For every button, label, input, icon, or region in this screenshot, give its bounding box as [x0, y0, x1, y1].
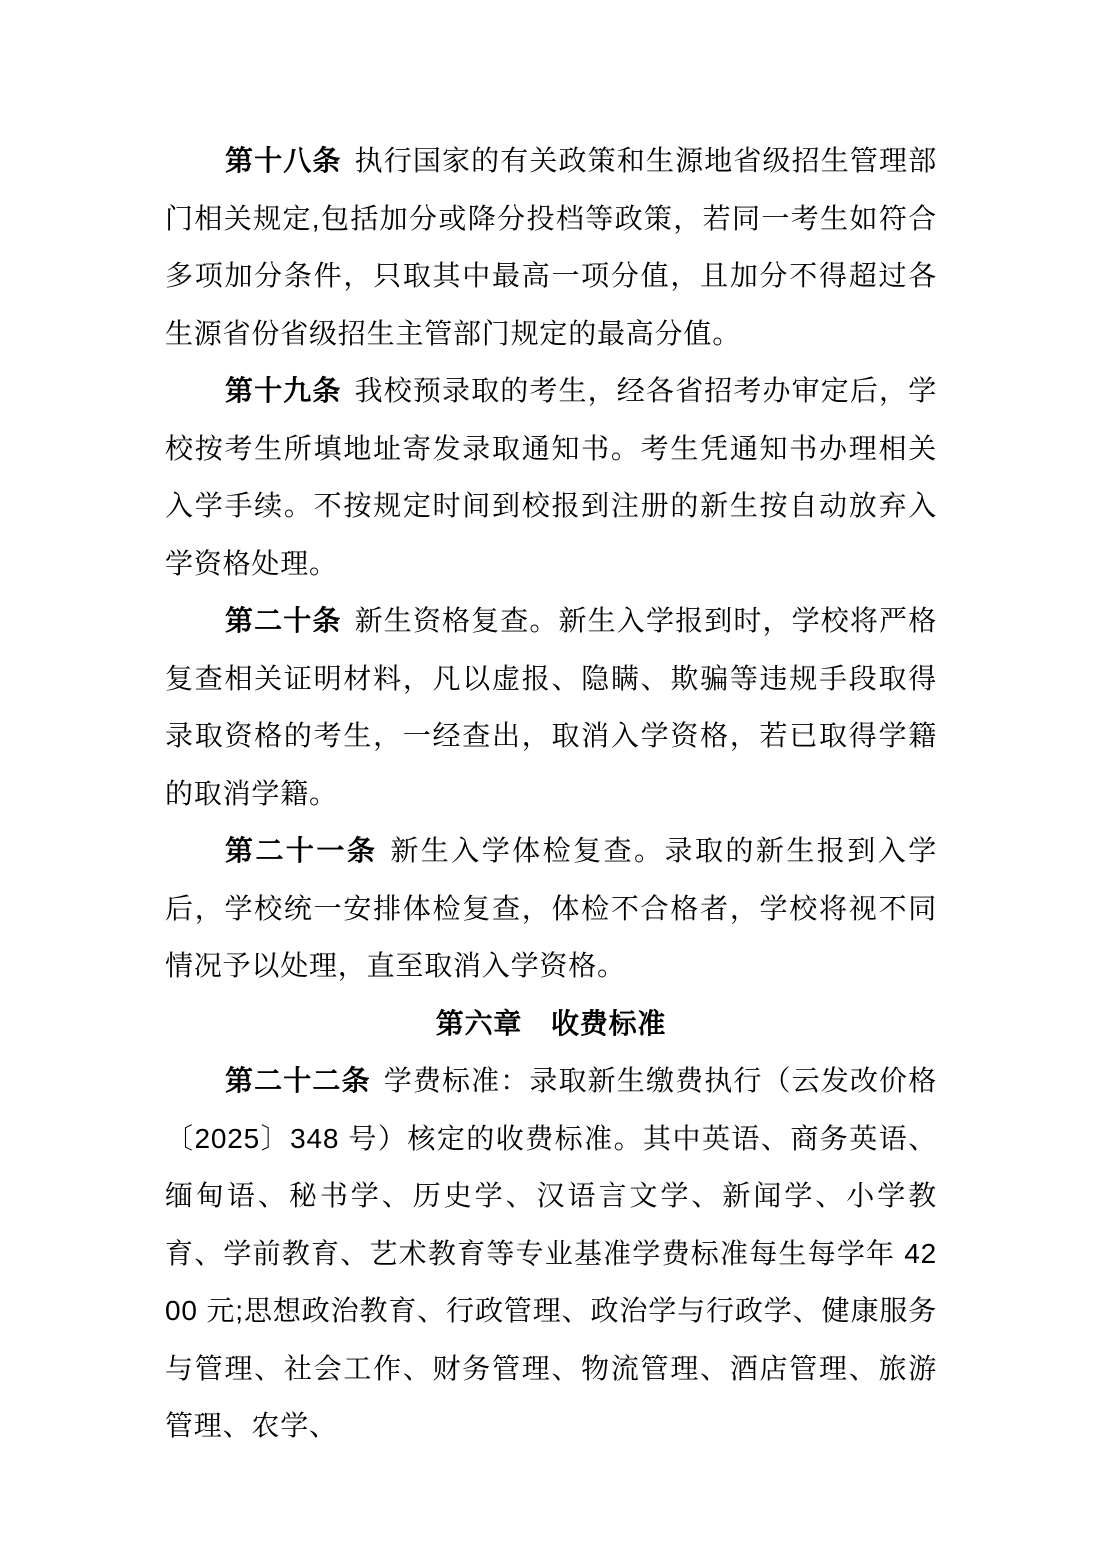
article-21-label: 第二十一条 [225, 835, 378, 866]
article-19-paragraph [165, 362, 937, 592]
article-21-paragraph [165, 822, 937, 995]
article-20-body: 新生资格复查。新生入学报到时，学校将严格复查相关证明材料，凡以虚报、隐瞒、欺骗等违规手段取得录取资格的考生，一经查出，取消入学资格，若已取得学籍的取消学籍。 [165, 605, 937, 809]
article-21-body: 新生入学体检复查。录取的新生报到入学后，学校统一安排体检复查，体检不合格者，学校将视不同情况予以处理，直至取消入学资格。 [165, 835, 937, 981]
article-19-body: 我校预录取的考生，经各省招考办审定后，学校按考生所填地址寄发录取通知书。考生凭通知书办理相关入学手续。不按规定时间到校报到注册的新生按自动放弃入学资格处理。 [165, 375, 937, 579]
article-18-paragraph [165, 132, 937, 362]
article-20-paragraph [165, 592, 937, 822]
article-22-paragraph [165, 1052, 937, 1455]
article-22-body: 学费标准：录取新生缴费执行（云发改价格〔2025〕348 号）核定的收费标准。其中英语、商务英语、缅甸语、秘书学、历史学、汉语言文学、新闻学、小学教育、学前教育、艺术教育等专业基准学费标准每生每学年 4200 元;思想政治教育、行政管理、政治学与行政学、健康服务与管理、社会工作、财务管理、物流管理、酒店管理、旅游管理、农学、 [165, 1065, 937, 1441]
article-18-body: 执行国家的有关政策和生源地省级招生管理部门相关规定,包括加分或降分投档等政策，若同一考生如符合多项加分条件，只取其中最高一项分值，且加分不得超过各生源省份省级招生主管部门规定的最高分值。 [165, 145, 937, 349]
article-20-label: 第二十条 [225, 605, 342, 636]
article-19-label: 第十九条 [225, 375, 342, 406]
article-22-label: 第二十二条 [225, 1065, 371, 1096]
chapter-6-heading: 第六章 收费标准 [435, 1007, 667, 1039]
article-18-label: 第十八条 [225, 145, 342, 176]
